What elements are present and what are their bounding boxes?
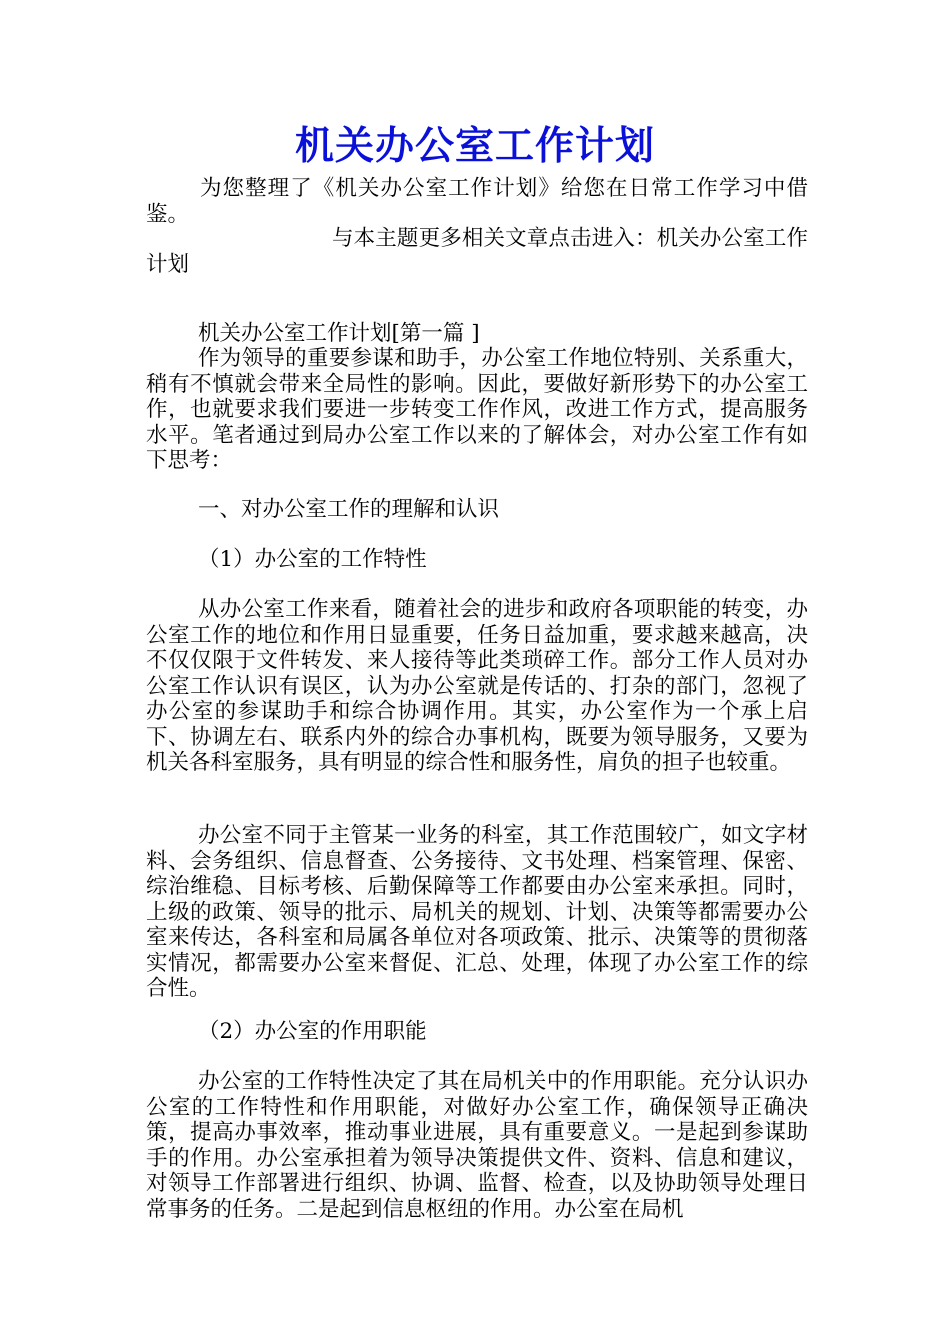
- heading-understanding: 一、对办公室工作的理解和认识: [198, 497, 500, 522]
- intro-text: 为您整理了《机关办公室工作计划》给您在日常工作学习中借鉴。: [146, 176, 808, 227]
- paragraph-4: 办公室的工作特性决定了其在局机关中的作用职能。充分认识办公室的工作特性和作用职能，对做好办公室工作，确保领导正确决策，提高办事效率，推动事业进展，具有重要意义。一是起到参谋助手的作用。办公室承担着为领导决策提供文件、资料、信息和建议，对领导工作部署进行组织、协调、监督、检查，以及协助领导处理日常事务的任务。二是起到信息枢纽的作用。办公室在局机: [146, 1069, 808, 1222]
- paragraph-2: 从办公室工作来看，随着社会的进步和政府各项职能的转变，办公室工作的地位和作用日显重要，任务日益加重，要求越来越高，决不仅仅限于文件转发、来人接待等此类琐碎工作。部分工作人员对办公室工作认识有误区，认为办公室就是传话的、打杂的部门，忽视了办公室的参谋助手和综合协调作用。其实，办公室作为一个承上启下、协调左右、联系内外的综合办事机构，既要为领导服务，又要为机关各科室服务，具有明显的综合性和服务性，肩负的担子也较重。: [146, 597, 808, 775]
- document-title: 机关办公室工作计划: [294, 124, 655, 169]
- subheading-functions: （2）办公室的作用职能: [198, 1019, 427, 1044]
- section-label: 机关办公室工作计划[第一篇 ]: [198, 321, 480, 346]
- subheading-work-features: （1）办公室的工作特性: [198, 547, 427, 572]
- related-articles-link[interactable]: 与本主题更多相关文章点击进入：机关办公室工作计划: [146, 226, 808, 277]
- paragraph-1: 作为领导的重要参谋和助手，办公室工作地位特别、关系重大，稍有不慎就会带来全局性的影响。因此，要做好新形势下的办公室工作，也就要求我们要进一步转变工作作风，改进工作方式，提高服务水平。笔者通过到局办公室工作以来的了解体会，对办公室工作有如下思考：: [146, 346, 808, 473]
- paragraph-3: 办公室不同于主管某一业务的科室，其工作范围较广，如文字材料、会务组织、信息督查、公务接待、文书处理、档案管理、保密、综治维稳、目标考核、后勤保障等工作都要由办公室来承担。同时，上级的政策、领导的批示、局机关的规划、计划、决策等都需要办公室来传达，各科室和局属各单位对各项政策、批示、决策等的贯彻落实情况，都需要办公室来督促、汇总、处理，体现了办公室工作的综合性。: [146, 823, 808, 1001]
